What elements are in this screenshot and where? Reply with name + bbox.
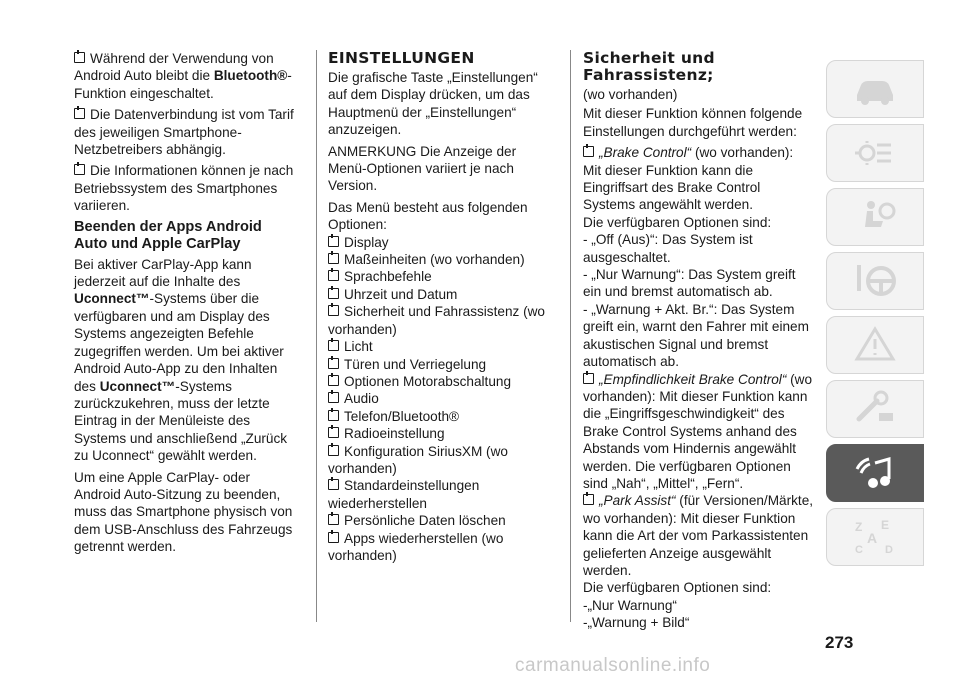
- chapter-tab-index[interactable]: [826, 508, 924, 566]
- section-heading-settings: EINSTELLUNGEN: [328, 49, 475, 67]
- square-bullet-icon: [74, 164, 85, 175]
- dashboard-lights-icon: [851, 133, 899, 173]
- bullet-park-assist: „Park Assist“ (für Versionen/Märkte, wo vorhanden): Mit dieser Funktion kann die Art der vom Parkassistenten gelieferten Anzeige ausgewählt werden.: [583, 493, 814, 578]
- options-intro: Die verfügbaren Optionen sind:: [583, 214, 772, 230]
- list-item: Licht: [328, 338, 552, 355]
- list-item: Sicherheit und Fahrassistenz (wo vorhanden): [328, 304, 545, 337]
- bullet-brake-control: „Brake Control“ (wo vorhanden): Mit dieser Funktion kann die Eingriffsart des Brake Control Systems angewählt werden.: [583, 145, 794, 213]
- options-intro: Die verfügbaren Optionen sind:: [583, 580, 772, 596]
- square-bullet-icon: [74, 52, 85, 63]
- list-item: Türen und Verriegelung: [328, 356, 552, 373]
- chapter-tab-dashboard[interactable]: [826, 124, 924, 182]
- car-icon: [851, 69, 899, 109]
- chapter-tab-maintenance[interactable]: [826, 380, 924, 438]
- chapter-tab-starting-driving[interactable]: [826, 252, 924, 310]
- watermark: carmanualsonline.info: [515, 655, 711, 676]
- svg-text:A: A: [867, 530, 878, 546]
- bullet-data-connection: Die Datenverbindung ist vom Tarif des jeweiligen Smartphone-Netzbetreibers abhängig.: [74, 107, 294, 158]
- alphabetical-index-icon: [851, 517, 899, 557]
- square-bullet-icon: [328, 445, 339, 456]
- chapter-tab-multimedia[interactable]: [826, 444, 924, 502]
- square-bullet-icon: [328, 392, 339, 403]
- column-right: [583, 50, 815, 632]
- bullet-information: Die Informationen können je nach Betriebssystem des Smartphones variieren.: [74, 163, 294, 214]
- paragraph-settings-intro: Die grafische Taste „Einstellungen“ auf dem Display drücken, um das Hauptmenü der „Einstellungen“ anzuzeigen.: [328, 70, 538, 138]
- brand-bluetooth: Bluetooth®: [213, 68, 288, 84]
- paragraph-note: ANMERKUNG Die Anzeige der Menü-Optionen variiert je nach Version.: [328, 143, 517, 194]
- subheading-availability: (wo vorhanden): [583, 87, 678, 102]
- bullet-brake-sensitivity: „Empfindlichkeit Brake Control“ (wo vorhanden): Mit dieser Funktion kann die „Eingriffsgeschwindigkeit“ des Brake Control Systems anhand des Abstands vom Hindernis angewählt werden. Die verfügbaren Optionen sind „Nah“, „Mittel“, „Fern“.: [583, 371, 813, 491]
- chapter-tab-safety[interactable]: [826, 188, 924, 246]
- square-bullet-icon: [328, 410, 339, 421]
- svg-text:D: D: [885, 544, 893, 556]
- paragraph-end-session: Um eine Apple CarPlay- oder Android Auto-Sitzung zu beenden, muss das Smartphone physisch von dem USB-Anschluss des Fahrzeugs getrennt werden.: [74, 469, 293, 555]
- paragraph-menu-intro: Das Menü besteht aus folgenden Optionen:: [328, 199, 528, 233]
- square-bullet-icon: [583, 494, 594, 505]
- chapter-tab-emergency[interactable]: [826, 316, 924, 374]
- list-item: Telefon/Bluetooth®: [328, 408, 552, 425]
- square-bullet-icon: [328, 479, 339, 490]
- square-bullet-icon: [328, 288, 339, 299]
- bullet-bluetooth: Während der Verwendung von Android Auto bleibt die Bluetooth®-Funktion eingeschaltet.: [74, 51, 292, 101]
- column-divider: [316, 50, 317, 622]
- square-bullet-icon: [328, 532, 339, 543]
- option-warning-braking: - „Warnung + Akt. Br.“: Das System greift ein, warnt den Fahrer mit einem akustischen Signal und bremst automatisch ab.: [583, 301, 809, 370]
- square-bullet-icon: [328, 358, 339, 369]
- list-item: Apps wiederherstellen (wo vorhanden): [328, 530, 504, 563]
- option-off: - „Off (Aus)“: Das System ist ausgeschaltet.: [583, 232, 753, 265]
- option-warning-only: - „Nur Warnung“: Das System greift ein und bremst automatisch ab.: [583, 267, 796, 300]
- square-bullet-icon: [583, 146, 594, 157]
- column-left: [74, 50, 296, 560]
- list-item: Display: [328, 234, 552, 251]
- square-bullet-icon: [328, 340, 339, 351]
- square-bullet-icon: [328, 305, 339, 316]
- svg-text:C: C: [855, 544, 863, 556]
- list-item: Maßeinheiten (wo vorhanden): [328, 251, 552, 268]
- page-number: 273: [825, 633, 854, 652]
- list-item: Optionen Motorabschaltung: [328, 373, 552, 390]
- paragraph-safety-intro: Mit dieser Funktion können folgende Einstellungen durchgeführt werden:: [583, 106, 803, 139]
- list-item: Standardeinstellungen wiederherstellen: [328, 478, 480, 511]
- column-divider: [570, 50, 571, 622]
- list-item: Uhrzeit und Datum: [328, 286, 552, 303]
- square-bullet-icon: [328, 270, 339, 281]
- square-bullet-icon: [328, 514, 339, 525]
- warning-road-icon: [851, 325, 899, 365]
- section-heading-exit-apps: Beenden der Apps Android Auto und Apple CarPlay: [74, 218, 262, 252]
- multimedia-music-icon: [851, 453, 899, 493]
- list-item: Persönliche Daten löschen: [328, 512, 552, 529]
- column-middle: [328, 50, 552, 564]
- square-bullet-icon: [328, 427, 339, 438]
- steering-wheel-icon: [851, 261, 899, 301]
- chapter-tabs: [826, 60, 924, 572]
- square-bullet-icon: [328, 236, 339, 247]
- paragraph-carplay: Bei aktiver CarPlay-App kann jederzeit auf die Inhalte des Uconnect™-Systems über die verfügbaren und am Display des Systems angezeigten Befehle zugegriffen werden. Um bei aktiver Android Auto-App zu den Inhalten des Uconnect™-Systems zurückzukehren, muss der letzte Eintrag in der Menüleiste des Systems und anschließend „Zurück zu Uconnect“ gewählt werden.: [74, 256, 288, 464]
- svg-text:E: E: [881, 518, 890, 532]
- list-item: Sprachbefehle: [328, 268, 552, 285]
- square-bullet-icon: [74, 108, 85, 119]
- settings-menu-list: [328, 234, 552, 565]
- list-item: Konfiguration SiriusXM (wo vorhanden): [328, 443, 508, 476]
- svg-text:Z: Z: [855, 520, 863, 534]
- airbag-seat-icon: [851, 197, 899, 237]
- section-heading-safety: Sicherheit und Fahrassistenz;: [583, 49, 715, 84]
- wrench-car-icon: [851, 389, 899, 429]
- square-bullet-icon: [328, 375, 339, 386]
- chapter-tab-vehicle[interactable]: [826, 60, 924, 118]
- square-bullet-icon: [328, 253, 339, 264]
- list-item: Radioeinstellung: [328, 425, 552, 442]
- square-bullet-icon: [583, 373, 594, 384]
- list-item: Audio: [328, 390, 552, 407]
- option-warning-only: -„Nur Warnung“: [583, 597, 677, 613]
- option-warning-image: -„Warnung + Bild“: [583, 615, 690, 631]
